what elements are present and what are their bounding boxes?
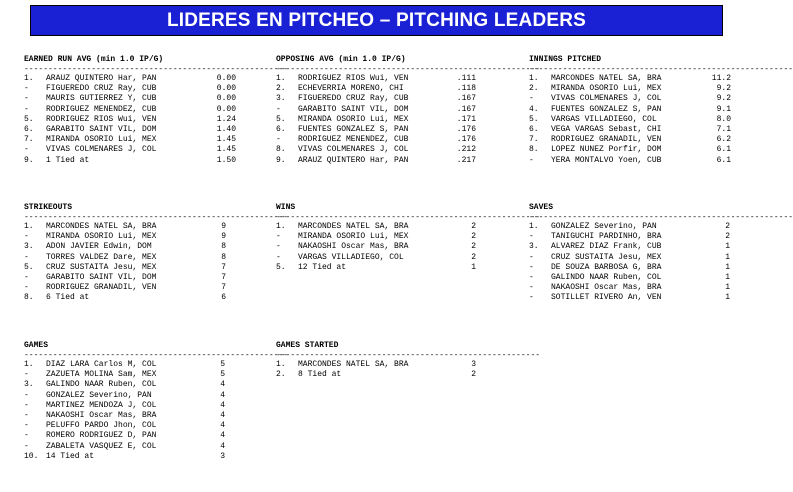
category-title: GAMES STARTED: [276, 341, 339, 350]
leader-row: [24, 263, 239, 273]
dashed-rule: -------------------------------------------------------: [529, 65, 793, 74]
player-name: ECHEVERRIA MORENO, CHI: [298, 84, 404, 94]
leader-row: [24, 115, 239, 125]
rank: 5.: [529, 114, 539, 124]
rank: 5.: [24, 114, 34, 124]
leader-row: [24, 125, 239, 135]
rank: -: [24, 283, 29, 293]
leader-row: [24, 253, 239, 263]
stat-value: .167: [456, 94, 476, 104]
player-name: CRUZ SUSTAITA Jesu, MEX: [551, 252, 662, 262]
games-block: [24, 341, 289, 462]
leader-row: [529, 156, 744, 166]
leader-row: [276, 135, 491, 145]
player-name: RODRIGUEZ MENENDEZ, CUB: [298, 135, 409, 145]
rank: -: [24, 390, 29, 400]
leader-row: [276, 125, 491, 135]
player-name: MARCONDES NATEL SA, BRA: [46, 222, 157, 231]
stat-value: 2: [471, 222, 476, 231]
stat-value: 2: [471, 232, 476, 242]
stat-value: .217: [456, 155, 476, 165]
rank: -: [529, 262, 534, 272]
player-name: RODRIGUEZ GRANADIL, VEN: [551, 135, 662, 145]
leader-row: [276, 360, 491, 370]
player-name: MIRANDA OSORIO Lui, MEX: [46, 232, 157, 242]
innings-pitched-block: [529, 55, 793, 166]
player-name: ZABALETA VASQUEZ E, COL: [46, 441, 157, 451]
stat-value: 2: [471, 242, 476, 252]
player-name: ADON JAVIER Edwin, DOM: [46, 242, 152, 252]
stat-value: .212: [456, 145, 476, 155]
dashed-rule: -------------------------------------------------------: [529, 213, 793, 222]
leader-row: [24, 232, 239, 242]
stat-value: 1: [725, 252, 730, 262]
player-name: YERA MONTALVO Yoen, CUB: [551, 155, 662, 165]
leader-row: [276, 105, 491, 115]
rank: -: [24, 400, 29, 410]
rank: -: [24, 84, 29, 94]
stat-value: 1.50: [216, 155, 236, 165]
player-name: GONZALEZ Severino, PAN: [46, 390, 152, 400]
player-name: 12 Tied at: [298, 262, 347, 272]
stat-value: 4: [220, 431, 225, 441]
leader-row: [24, 273, 239, 283]
leader-row: [276, 84, 491, 94]
leader-row: [529, 105, 744, 115]
rank: -: [24, 252, 29, 262]
rank: -: [24, 441, 29, 451]
leader-row: [529, 145, 744, 155]
rank: 9.: [276, 155, 286, 165]
rank: -: [24, 410, 29, 420]
leader-row: [276, 232, 491, 242]
stat-value: .176: [456, 124, 476, 134]
dashed-rule: -------------------------------------------------------: [276, 351, 541, 360]
leader-row: [24, 452, 239, 462]
player-name: TORRES VALDEZ Dare, MEX: [46, 252, 157, 262]
stat-value: 6.1: [716, 155, 731, 165]
rank: 7.: [529, 135, 539, 145]
leader-row: [24, 431, 239, 441]
stat-value: 9.2: [716, 94, 731, 104]
stat-value: 9.1: [716, 104, 731, 114]
rank: -: [529, 155, 534, 165]
rank: -: [24, 421, 29, 431]
rank: 2.: [276, 370, 286, 380]
leader-row: [24, 145, 239, 155]
rank: 8.: [276, 145, 286, 155]
stat-value: 2: [471, 370, 476, 380]
rank: -: [529, 283, 534, 293]
leader-row: [24, 242, 239, 252]
rank: 1.: [24, 360, 34, 369]
leader-row: [24, 156, 239, 166]
stat-value: 0.00: [216, 74, 236, 83]
stat-value: .176: [456, 135, 476, 145]
stat-value: 8: [221, 252, 226, 262]
category-title: OPPOSING AVG (min 1.0 IP/G): [276, 55, 406, 64]
player-name: GARABITO SAINT VIL, DOM: [46, 124, 157, 134]
leader-row: [529, 232, 744, 242]
stat-value: 7: [221, 262, 226, 272]
rank: 3.: [276, 94, 286, 104]
stat-value: .171: [456, 114, 476, 124]
rank: -: [24, 431, 29, 441]
player-name: RODRIGUEZ RIOS Wui, VEN: [298, 74, 409, 83]
category-title: WINS: [276, 203, 296, 212]
leader-row: [24, 380, 239, 390]
rank: 1.: [276, 74, 286, 83]
player-name: ROMERO RODRIGUEZ D, PAN: [46, 431, 157, 441]
player-name: MARTINEZ MENDOZA J, COL: [46, 400, 157, 410]
dashed-rule: -------------------------------------------------------: [24, 65, 289, 74]
stat-value: 7.1: [716, 124, 731, 134]
stat-value: 7: [221, 283, 226, 293]
leader-row: [24, 84, 239, 94]
stat-value: 5: [220, 360, 225, 369]
player-name: MIRANDA OSORIO Lui, MEX: [298, 232, 409, 242]
rank: 1.: [529, 222, 539, 231]
rank: 5.: [24, 262, 34, 272]
player-name: NAKAOSHI Oscar Mas, BRA: [298, 242, 409, 252]
leader-row: [529, 283, 744, 293]
leader-row: [24, 222, 239, 232]
player-name: MARCONDES NATEL SA, BRA: [298, 360, 409, 369]
category-title: INNINGS PITCHED: [529, 55, 602, 64]
stat-value: 0.00: [216, 94, 236, 104]
category-title: SAVES: [529, 203, 554, 212]
player-name: FUENTES GONZALEZ S, PAN: [551, 104, 662, 114]
stat-value: .118: [456, 84, 476, 94]
rank: 1.: [276, 222, 286, 231]
rank: 6.: [276, 124, 286, 134]
player-name: MARCONDES NATEL SA, BRA: [298, 222, 409, 231]
player-name: ARAUZ QUINTERO Har, PAN: [298, 155, 409, 165]
player-name: 6 Tied at: [46, 293, 90, 303]
rank: 6.: [24, 124, 34, 134]
rank: -: [24, 370, 29, 380]
player-name: RODRIGUEZ MENENDEZ, CUB: [46, 104, 157, 114]
rank: 6.: [529, 124, 539, 134]
rank: -: [276, 252, 281, 262]
player-name: LOPEZ NUNEZ Porfir, DOM: [551, 145, 662, 155]
stat-value: 1: [725, 262, 730, 272]
rank: 9.: [24, 155, 34, 165]
rank: 3.: [529, 242, 539, 252]
player-name: VIVAS COLMENARES J, COL: [46, 145, 157, 155]
player-name: ARAUZ QUINTERO Har, PAN: [46, 74, 157, 83]
stat-value: 4: [220, 390, 225, 400]
player-name: SOTILLET RIVERO An, VEN: [551, 293, 662, 303]
leader-row: [24, 94, 239, 104]
leader-row: [529, 242, 744, 252]
player-name: MAURIS GUTIERREZ Y, CUB: [46, 94, 157, 104]
stat-value: 3: [471, 360, 476, 369]
leader-row: [276, 370, 491, 380]
player-name: FIGUEREDO CRUZ Ray, CUB: [298, 94, 409, 104]
leader-row: [24, 283, 239, 293]
stat-value: 8.0: [716, 114, 731, 124]
player-name: DIAZ LARA Carlos M, COL: [46, 360, 157, 369]
rank: -: [529, 94, 534, 104]
dashed-rule: -------------------------------------------------------: [24, 213, 289, 222]
stat-value: 1.45: [216, 135, 236, 145]
leader-row: [529, 293, 744, 303]
stat-value: 9.2: [716, 84, 731, 94]
player-name: FIGUEREDO CRUZ Ray, CUB: [46, 84, 157, 94]
player-name: CRUZ SUSTAITA Jesu, MEX: [46, 262, 157, 272]
leader-row: [529, 74, 744, 84]
player-name: VARGAS VILLADIEGO, COL: [298, 252, 404, 262]
stat-value: 0.00: [216, 104, 236, 114]
stat-value: 1: [725, 283, 730, 293]
rank: -: [276, 135, 281, 145]
rank: 3.: [24, 380, 34, 390]
leader-row: [529, 222, 744, 232]
leader-row: [276, 263, 491, 273]
player-name: NAKAOSHI Oscar Mas, BRA: [46, 410, 157, 420]
leader-row: [24, 411, 239, 421]
stat-value: 11.2: [711, 74, 731, 83]
stat-value: 6.1: [716, 145, 731, 155]
player-name: GALINDO NAAR Ruben, COL: [551, 272, 662, 282]
leader-row: [276, 222, 491, 232]
player-name: GALINDO NAAR Ruben, COL: [46, 380, 157, 390]
games-started-block: [276, 341, 541, 380]
dashed-rule: -------------------------------------------------------: [24, 351, 289, 360]
stat-value: 6: [221, 293, 226, 303]
stat-value: 6.2: [716, 135, 731, 145]
leader-row: [276, 115, 491, 125]
leader-row: [529, 125, 744, 135]
rank: -: [529, 232, 534, 242]
rank: -: [24, 272, 29, 282]
player-name: NAKAOSHI Oscar Mas, BRA: [551, 283, 662, 293]
leader-row: [529, 263, 744, 273]
stat-value: .167: [456, 104, 476, 114]
player-name: ALVAREZ DIAZ Frank, CUB: [551, 242, 662, 252]
stat-value: 9: [221, 232, 226, 242]
player-name: MIRANDA OSORIO Lui, MEX: [46, 135, 157, 145]
leader-row: [24, 293, 239, 303]
leader-row: [276, 74, 491, 84]
player-name: MIRANDA OSORIO Lui, MEX: [551, 84, 662, 94]
player-name: VARGAS VILLADIEGO, COL: [551, 114, 657, 124]
stat-value: 7: [221, 272, 226, 282]
rank: -: [24, 94, 29, 104]
page-title: LIDERES EN PITCHEO – PITCHING LEADERS: [30, 5, 723, 36]
leader-row: [24, 135, 239, 145]
leader-row: [529, 253, 744, 263]
rank: 5.: [276, 114, 286, 124]
stat-value: 4: [220, 410, 225, 420]
stat-value: 2: [471, 252, 476, 262]
rank: 4.: [529, 104, 539, 114]
leader-row: [276, 94, 491, 104]
opposing-avg-block: [276, 55, 541, 166]
leader-row: [24, 421, 239, 431]
leader-row: [24, 105, 239, 115]
player-name: PELUFFO PARDO Jhon, COL: [46, 421, 157, 431]
stat-value: 1: [471, 262, 476, 272]
category-title: EARNED RUN AVG (min 1.0 IP/G): [24, 55, 164, 64]
leader-row: [24, 370, 239, 380]
stat-value: 2: [725, 232, 730, 242]
rank: 8.: [24, 293, 34, 303]
player-name: 14 Tied at: [46, 451, 95, 461]
stat-value: .111: [456, 74, 476, 83]
player-name: GARABITO SAINT VIL, DOM: [46, 272, 157, 282]
leader-row: [529, 94, 744, 104]
category-title: GAMES: [24, 341, 49, 350]
stat-value: 1.40: [216, 124, 236, 134]
player-name: ZAZUETA MOLINA Sam, MEX: [46, 370, 157, 380]
player-name: MARCONDES NATEL SA, BRA: [551, 74, 662, 83]
rank: 10.: [24, 451, 39, 461]
player-name: TANIGUCHI PARDINHO, BRA: [551, 232, 662, 242]
player-name: VEGA VARGAS Sebast, CHI: [551, 124, 662, 134]
rank: 2.: [529, 84, 539, 94]
rank: -: [529, 252, 534, 262]
player-name: VIVAS COLMENARES J, COL: [551, 94, 662, 104]
rank: -: [24, 232, 29, 242]
stat-value: 5: [220, 370, 225, 380]
stat-value: 1: [725, 272, 730, 282]
rank: 2.: [276, 84, 286, 94]
rank: -: [276, 232, 281, 242]
stat-value: 8: [221, 242, 226, 252]
stat-value: 1.24: [216, 114, 236, 124]
leader-row: [24, 401, 239, 411]
rank: 5.: [276, 262, 286, 272]
leader-row: [529, 273, 744, 283]
era-block: [24, 55, 289, 166]
player-name: MIRANDA OSORIO Lui, MEX: [298, 114, 409, 124]
leader-row: [24, 74, 239, 84]
rank: -: [24, 104, 29, 114]
player-name: 1 Tied at: [46, 155, 90, 165]
leader-row: [276, 145, 491, 155]
rank: -: [529, 272, 534, 282]
leader-row: [529, 84, 744, 94]
leader-row: [529, 115, 744, 125]
leader-row: [24, 442, 239, 452]
rank: 7.: [24, 135, 34, 145]
rank: 3.: [24, 242, 34, 252]
stat-value: 4: [220, 380, 225, 390]
stat-value: 1: [725, 293, 730, 303]
player-name: RODRIGUEZ GRANADIL, VEN: [46, 283, 157, 293]
rank: -: [276, 242, 281, 252]
leader-row: [276, 253, 491, 263]
player-name: 8 Tied at: [298, 370, 342, 380]
stat-value: 4: [220, 421, 225, 431]
rank: 1.: [24, 74, 34, 83]
wins-block: [276, 203, 541, 273]
player-name: GARABITO SAINT VIL, DOM: [298, 104, 409, 114]
leader-row: [276, 156, 491, 166]
stat-value: 3: [220, 451, 225, 461]
dashed-rule: -------------------------------------------------------: [276, 213, 541, 222]
category-title: STRIKEOUTS: [24, 203, 73, 212]
rank: 1.: [529, 74, 539, 83]
player-name: DE SOUZA BARBOSA G, BRA: [551, 262, 662, 272]
leader-row: [24, 391, 239, 401]
stat-value: 4: [220, 400, 225, 410]
player-name: GONZALEZ Severino, PAN: [551, 222, 657, 231]
player-name: RODRIGUEZ RIOS Wui, VEN: [46, 114, 157, 124]
rank: 8.: [529, 145, 539, 155]
rank: -: [24, 145, 29, 155]
stat-value: 9: [221, 222, 226, 231]
leader-row: [24, 360, 239, 370]
stat-value: 1.45: [216, 145, 236, 155]
player-name: FUENTES GONZALEZ S, PAN: [298, 124, 409, 134]
rank: -: [529, 293, 534, 303]
player-name: VIVAS COLMENARES J, COL: [298, 145, 409, 155]
dashed-rule: -------------------------------------------------------: [276, 65, 541, 74]
leader-row: [529, 135, 744, 145]
rank: -: [276, 104, 281, 114]
rank: 1.: [276, 360, 286, 369]
stat-value: 2: [725, 222, 730, 231]
leader-row: [276, 242, 491, 252]
stat-value: 1: [725, 242, 730, 252]
rank: 1.: [24, 222, 34, 231]
stat-value: 4: [220, 441, 225, 451]
stat-value: 0.00: [216, 84, 236, 94]
saves-block: [529, 203, 793, 304]
